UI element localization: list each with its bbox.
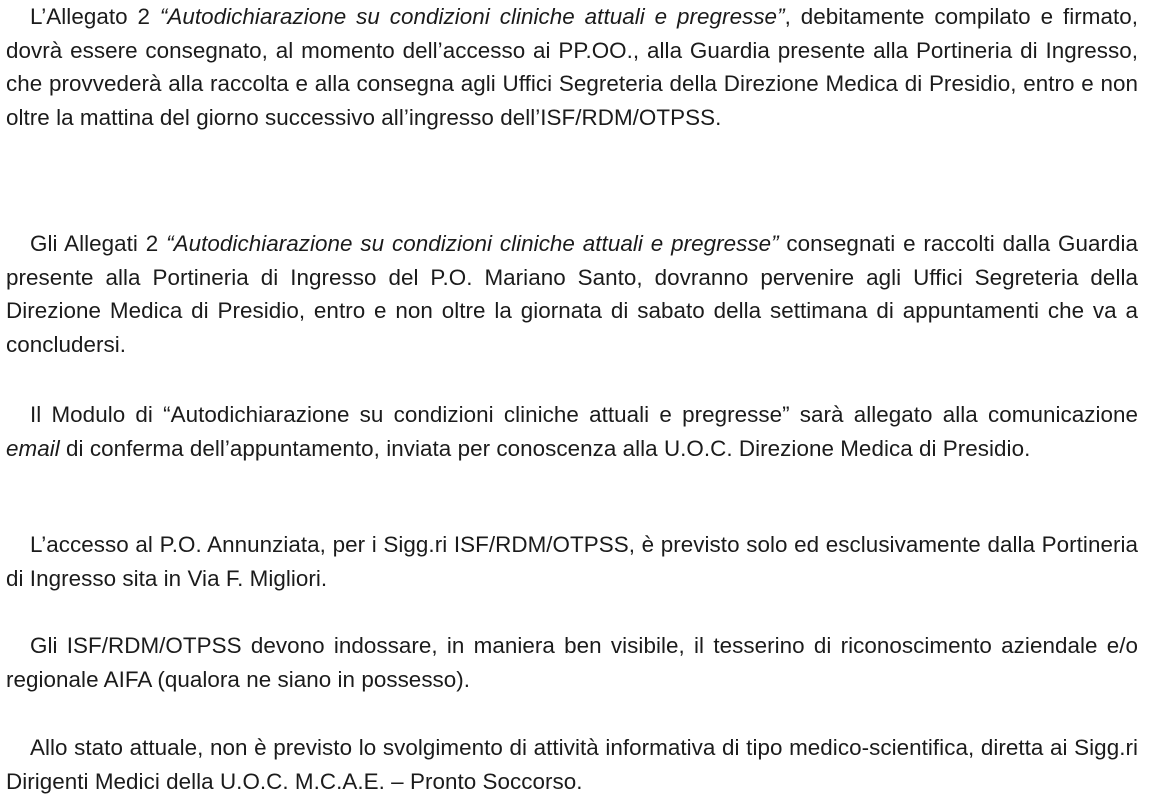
paragraph-modulo-email <box>6 398 1138 465</box>
paragraph-allegato-2-consegna <box>6 0 1138 134</box>
paragraph-text: di conferma dell’appuntamento, inviata per conoscenza alla U.O.C. Direzione Medica di Presidio. <box>59 435 1031 461</box>
paragraph-text: Gli Allegati 2 <box>30 231 167 256</box>
paragraph-text: , debitamente compilato e firmato, dovrà essere consegnato, al momento dell’accesso ai PP.OO., alla Guardia presente alla Portineria di Ingresso, che provvederà alla raccolta e alla consegna agli Uffici Segreteria della Direzione Medica di Presidio, entro e non oltre la mattina del giorno successivo all’ingresso dell’ISF/RDM/OTPSS. <box>6 4 1139 130</box>
paragraph-text: Il Modulo di “Autodichiarazione su condizioni cliniche attuali e pregresse” sarà allegato alla comunicazione <box>30 402 1138 427</box>
document-title-italic: “Autodichiarazione su condizioni cliniche attuali e pregresse” <box>166 231 779 256</box>
paragraph-stato-attuale: Allo stato attuale, non è previsto lo svolgimento di attività informativa di tipo medico-scientifica, diretta ai Sigg.ri Dirigenti Medici della U.O.C. M.C.A.E. – Pronto Soccorso. <box>6 735 1138 794</box>
paragraph-text: consegnati e raccolti dalla Guardia presente alla Portineria di Ingresso del P.O. Mariano Santo, dovranno pervenire agli Uffici Segreteria della Direzione Medica di Presidio, entro e non oltre la giornata di sabato della settimana di appuntamenti che va a concludersi. <box>6 231 1139 357</box>
email-italic: email <box>6 435 60 461</box>
paragraph-tesserino: Gli ISF/RDM/OTPSS devono indossare, in maniera ben visibile, il tesserino di riconoscimento aziendale e/o regionale AIFA (qualora ne siano in possesso). <box>6 633 1138 692</box>
paragraph-allegati-raccolti <box>6 227 1138 361</box>
document-title-italic: “Autodichiarazione su condizioni cliniche attuali e pregresse” <box>159 4 785 29</box>
paragraph-text: L’Allegato 2 <box>30 4 160 29</box>
paragraph-accesso-annunziata: L’accesso al P.O. Annunziata, per i Sigg.ri ISF/RDM/OTPSS, è previsto solo ed esclusivamente dalla Portineria di Ingresso sita in Via F. Migliori. <box>6 532 1138 591</box>
